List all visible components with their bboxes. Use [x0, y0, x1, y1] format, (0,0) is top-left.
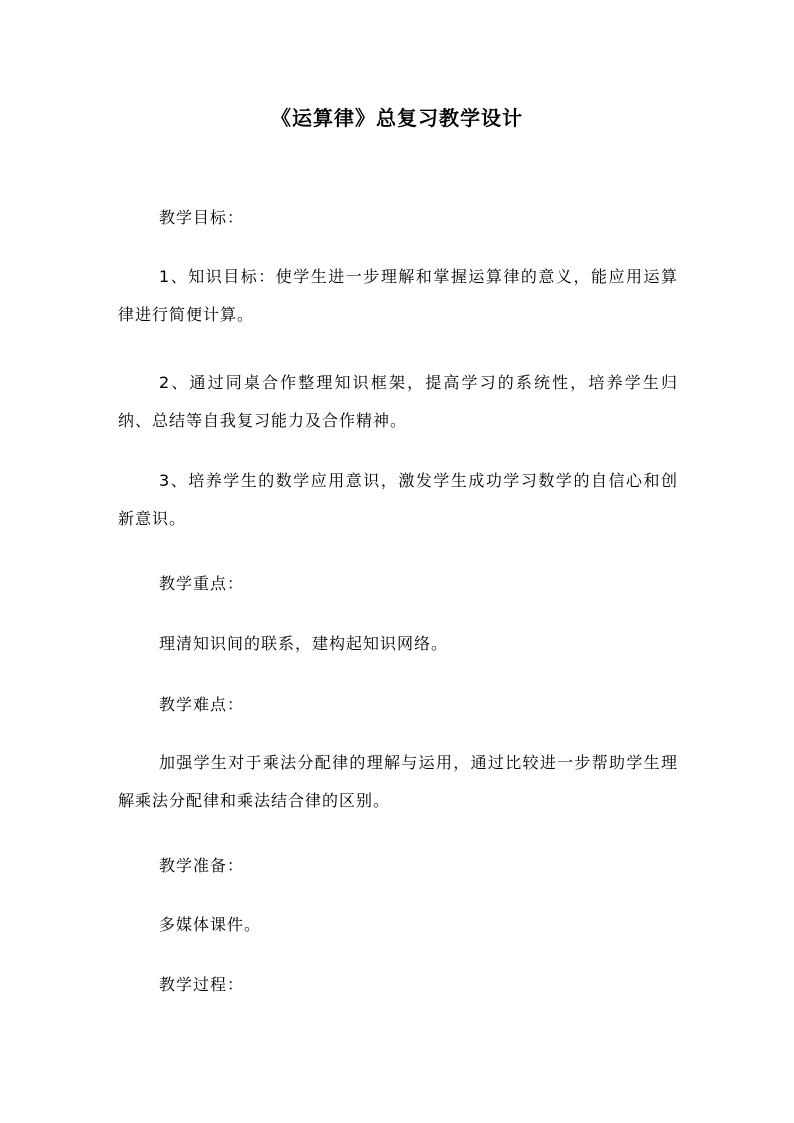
paragraph-process-heading: 教学过程： [159, 975, 245, 994]
paragraph-difficulties-heading: 教学难点： [159, 695, 245, 714]
paragraph-objective-3: 3、培养学生的数学应用意识，激发学生成功学习数学的自信心和创新意识。 [118, 471, 678, 528]
paragraph-objective-1: 1、知识目标：使学生进一步理解和掌握运算律的意义，能应用运算律进行简便计算。 [118, 267, 678, 324]
paragraph-difficulties: 加强学生对于乘法分配律的理解与运用，通过比较进一步帮助学生理解乘法分配律和乘法结合律的区别。 [118, 753, 678, 810]
paragraph-objectives-heading: 教学目标： [159, 208, 245, 227]
paragraph-key-points-heading: 教学重点： [159, 574, 245, 593]
document-title: 《运算律》总复习教学设计 [271, 106, 523, 130]
paragraph-key-points: 理清知识间的联系，建构起知识网络。 [159, 634, 449, 653]
paragraph-preparation-heading: 教学准备： [159, 856, 245, 875]
paragraph-objective-2: 2、通过同桌合作整理知识框架，提高学习的系统性，培养学生归纳、总结等自我复习能力及合作精神。 [118, 373, 678, 430]
paragraph-preparation: 多媒体课件。 [159, 915, 262, 934]
